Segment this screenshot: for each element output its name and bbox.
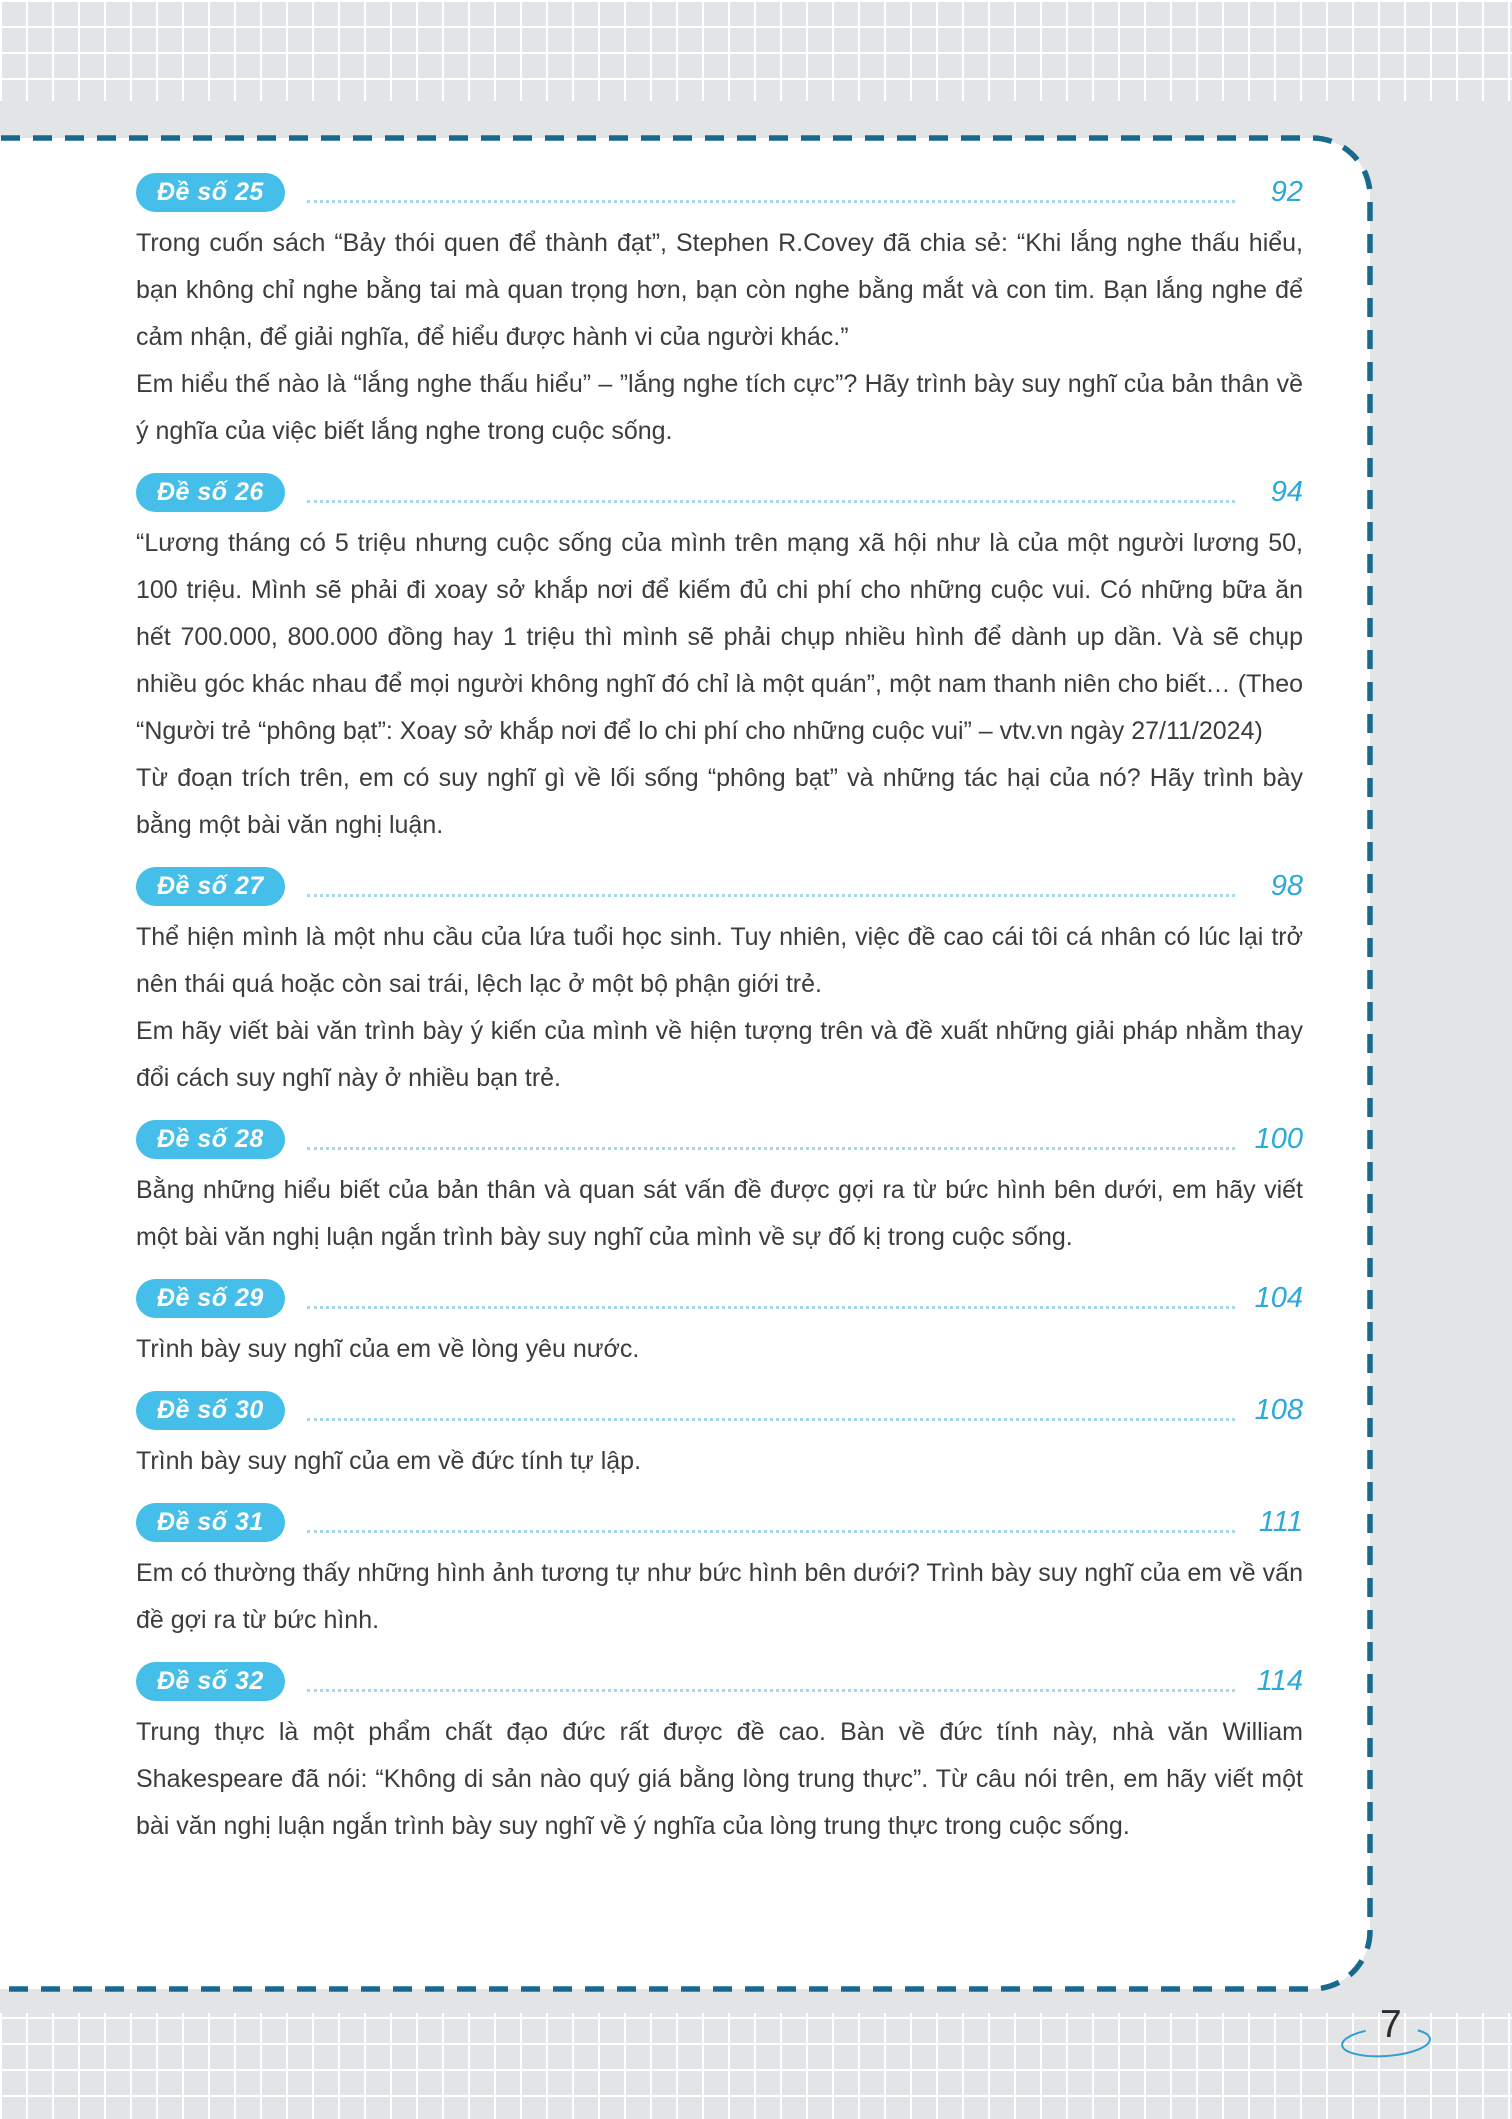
exam-page-number: 92 xyxy=(1270,176,1303,208)
toc-entry-row xyxy=(136,1662,1303,1701)
exam-number-badge: Đề số 25 xyxy=(136,173,285,212)
dotted-leader xyxy=(307,1147,1235,1150)
exam-page-number: 94 xyxy=(1270,476,1303,508)
toc-entry-row xyxy=(136,1120,1303,1159)
exam-page-number: 111 xyxy=(1258,1506,1303,1538)
toc-paragraph: Bằng những hiểu biết của bản thân và quan sát vấn đề được gợi ra từ bức hình bên dưới, em hãy viết một bài văn nghị luận ngắn trình bày suy nghĩ của mình về sự đố kị trong cuộc sống. xyxy=(136,1176,1303,1251)
grid-pattern-bottom xyxy=(0,2013,1512,2119)
exam-number-badge: Đề số 30 xyxy=(136,1391,285,1430)
toc-paragraph: Trình bày suy nghĩ của em về lòng yêu nước. xyxy=(136,1335,640,1363)
exam-page-number: 98 xyxy=(1270,870,1303,902)
toc-section xyxy=(136,1391,1303,1485)
exam-number-badge: Đề số 28 xyxy=(136,1120,285,1159)
exam-number-badge: Đề số 29 xyxy=(136,1279,285,1318)
toc-section xyxy=(136,473,1303,849)
dotted-leader xyxy=(307,500,1235,503)
exam-number-badge: Đề số 31 xyxy=(136,1503,285,1542)
toc-entry-row xyxy=(136,173,1303,212)
toc-section xyxy=(136,867,1303,1102)
toc-content-area xyxy=(0,135,1373,1992)
toc-entry-row xyxy=(136,1503,1303,1542)
exam-number-badge: Đề số 32 xyxy=(136,1662,285,1701)
toc-paragraph: Trung thực là một phẩm chất đạo đức rất được đề cao. Bàn về đức tính này, nhà văn William Shakespeare đã nói: “Không di sản nào quý giá bằng lòng trung thực”. Từ câu nói trên, em hãy viết một bài văn nghị luận ngắn trình bày suy nghĩ về ý nghĩa của lòng trung thực trong cuộc sống. xyxy=(136,1718,1303,1840)
exam-number-badge: Đề số 27 xyxy=(136,867,285,906)
toc-entry-row xyxy=(136,1391,1303,1430)
toc-section xyxy=(136,1662,1303,1850)
toc-paragraph: Em hiểu thế nào là “lắng nghe thấu hiểu” – ”lắng nghe tích cực”? Hãy trình bày suy nghĩ của bản thân về ý nghĩa của việc biết lắng nghe trong cuộc sống. xyxy=(136,370,1303,445)
toc-section xyxy=(136,1503,1303,1644)
toc-paragraph: Em có thường thấy những hình ảnh tương tự như bức hình bên dưới? Trình bày suy nghĩ của em về vấn đề gợi ra từ bức hình. xyxy=(136,1559,1303,1634)
toc-paragraph: Từ đoạn trích trên, em có suy nghĩ gì về lối sống “phông bạt” và những tác hại của nó? Hãy trình bày bằng một bài văn nghị luận. xyxy=(136,764,1303,839)
toc-section xyxy=(136,1279,1303,1373)
toc-paragraph: “Lương tháng có 5 triệu nhưng cuộc sống của mình trên mạng xã hội như là của một người lương 50, 100 triệu. Mình sẽ phải đi xoay sở khắp nơi để kiếm đủ chi phí cho những cuộc vui. Có những bữa ăn hết 700.000, 800.000 đồng hay 1 triệu thì mình sẽ phải chụp nhiều hình để dành up dần. Và sẽ chụp nhiều góc khác nhau để mọi người không nghĩ đó chỉ là một quán”, một nam thanh niên cho biết… (Theo “Người trẻ “phông bạt”: Xoay sở khắp nơi để lo chi phí cho những cuộc vui” – vtv.vn ngày 27/11/2024) xyxy=(136,529,1303,745)
grid-pattern-top xyxy=(0,0,1512,101)
toc-section xyxy=(136,173,1303,455)
toc-paragraph: Trình bày suy nghĩ của em về đức tính tự lập. xyxy=(136,1447,642,1475)
dotted-leader xyxy=(307,1530,1235,1533)
exam-page-number: 108 xyxy=(1254,1394,1303,1426)
toc-entry-row xyxy=(136,867,1303,906)
page-number-text: 7 xyxy=(1380,2003,1402,2046)
toc-entry-row xyxy=(136,473,1303,512)
dotted-leader xyxy=(307,1306,1235,1309)
dotted-leader xyxy=(307,1689,1235,1692)
toc-paragraph: Trong cuốn sách “Bảy thói quen để thành đạt”, Stephen R.Covey đã chia sẻ: “Khi lắng nghe thấu hiểu, bạn không chỉ nghe bằng tai mà quan trọng hơn, bạn còn nghe bằng mắt và con tim. Bạn lắng nghe để cảm nhận, để giải nghĩa, để hiểu được hành vi của người khác.” xyxy=(136,229,1303,351)
toc-section xyxy=(136,1120,1303,1261)
exam-page-number: 104 xyxy=(1254,1282,1303,1314)
exam-page-number: 114 xyxy=(1256,1665,1303,1697)
page-number xyxy=(1336,2002,1444,2066)
toc-paragraph: Thể hiện mình là một nhu cầu của lứa tuổi học sinh. Tuy nhiên, việc đề cao cái tôi cá nhân có lúc lại trở nên thái quá hoặc còn sai trái, lệch lạc ở một bộ phận giới trẻ. xyxy=(136,923,1303,998)
dotted-leader xyxy=(307,200,1235,203)
exam-page-number: 100 xyxy=(1254,1123,1303,1155)
dotted-leader xyxy=(307,1418,1235,1421)
dotted-leader xyxy=(307,894,1235,897)
toc-entry-row xyxy=(136,1279,1303,1318)
exam-number-badge: Đề số 26 xyxy=(136,473,285,512)
toc-paragraph: Em hãy viết bài văn trình bày ý kiến của mình về hiện tượng trên và đề xuất những giải pháp nhằm thay đổi cách suy nghĩ này ở nhiều bạn trẻ. xyxy=(136,1017,1303,1092)
